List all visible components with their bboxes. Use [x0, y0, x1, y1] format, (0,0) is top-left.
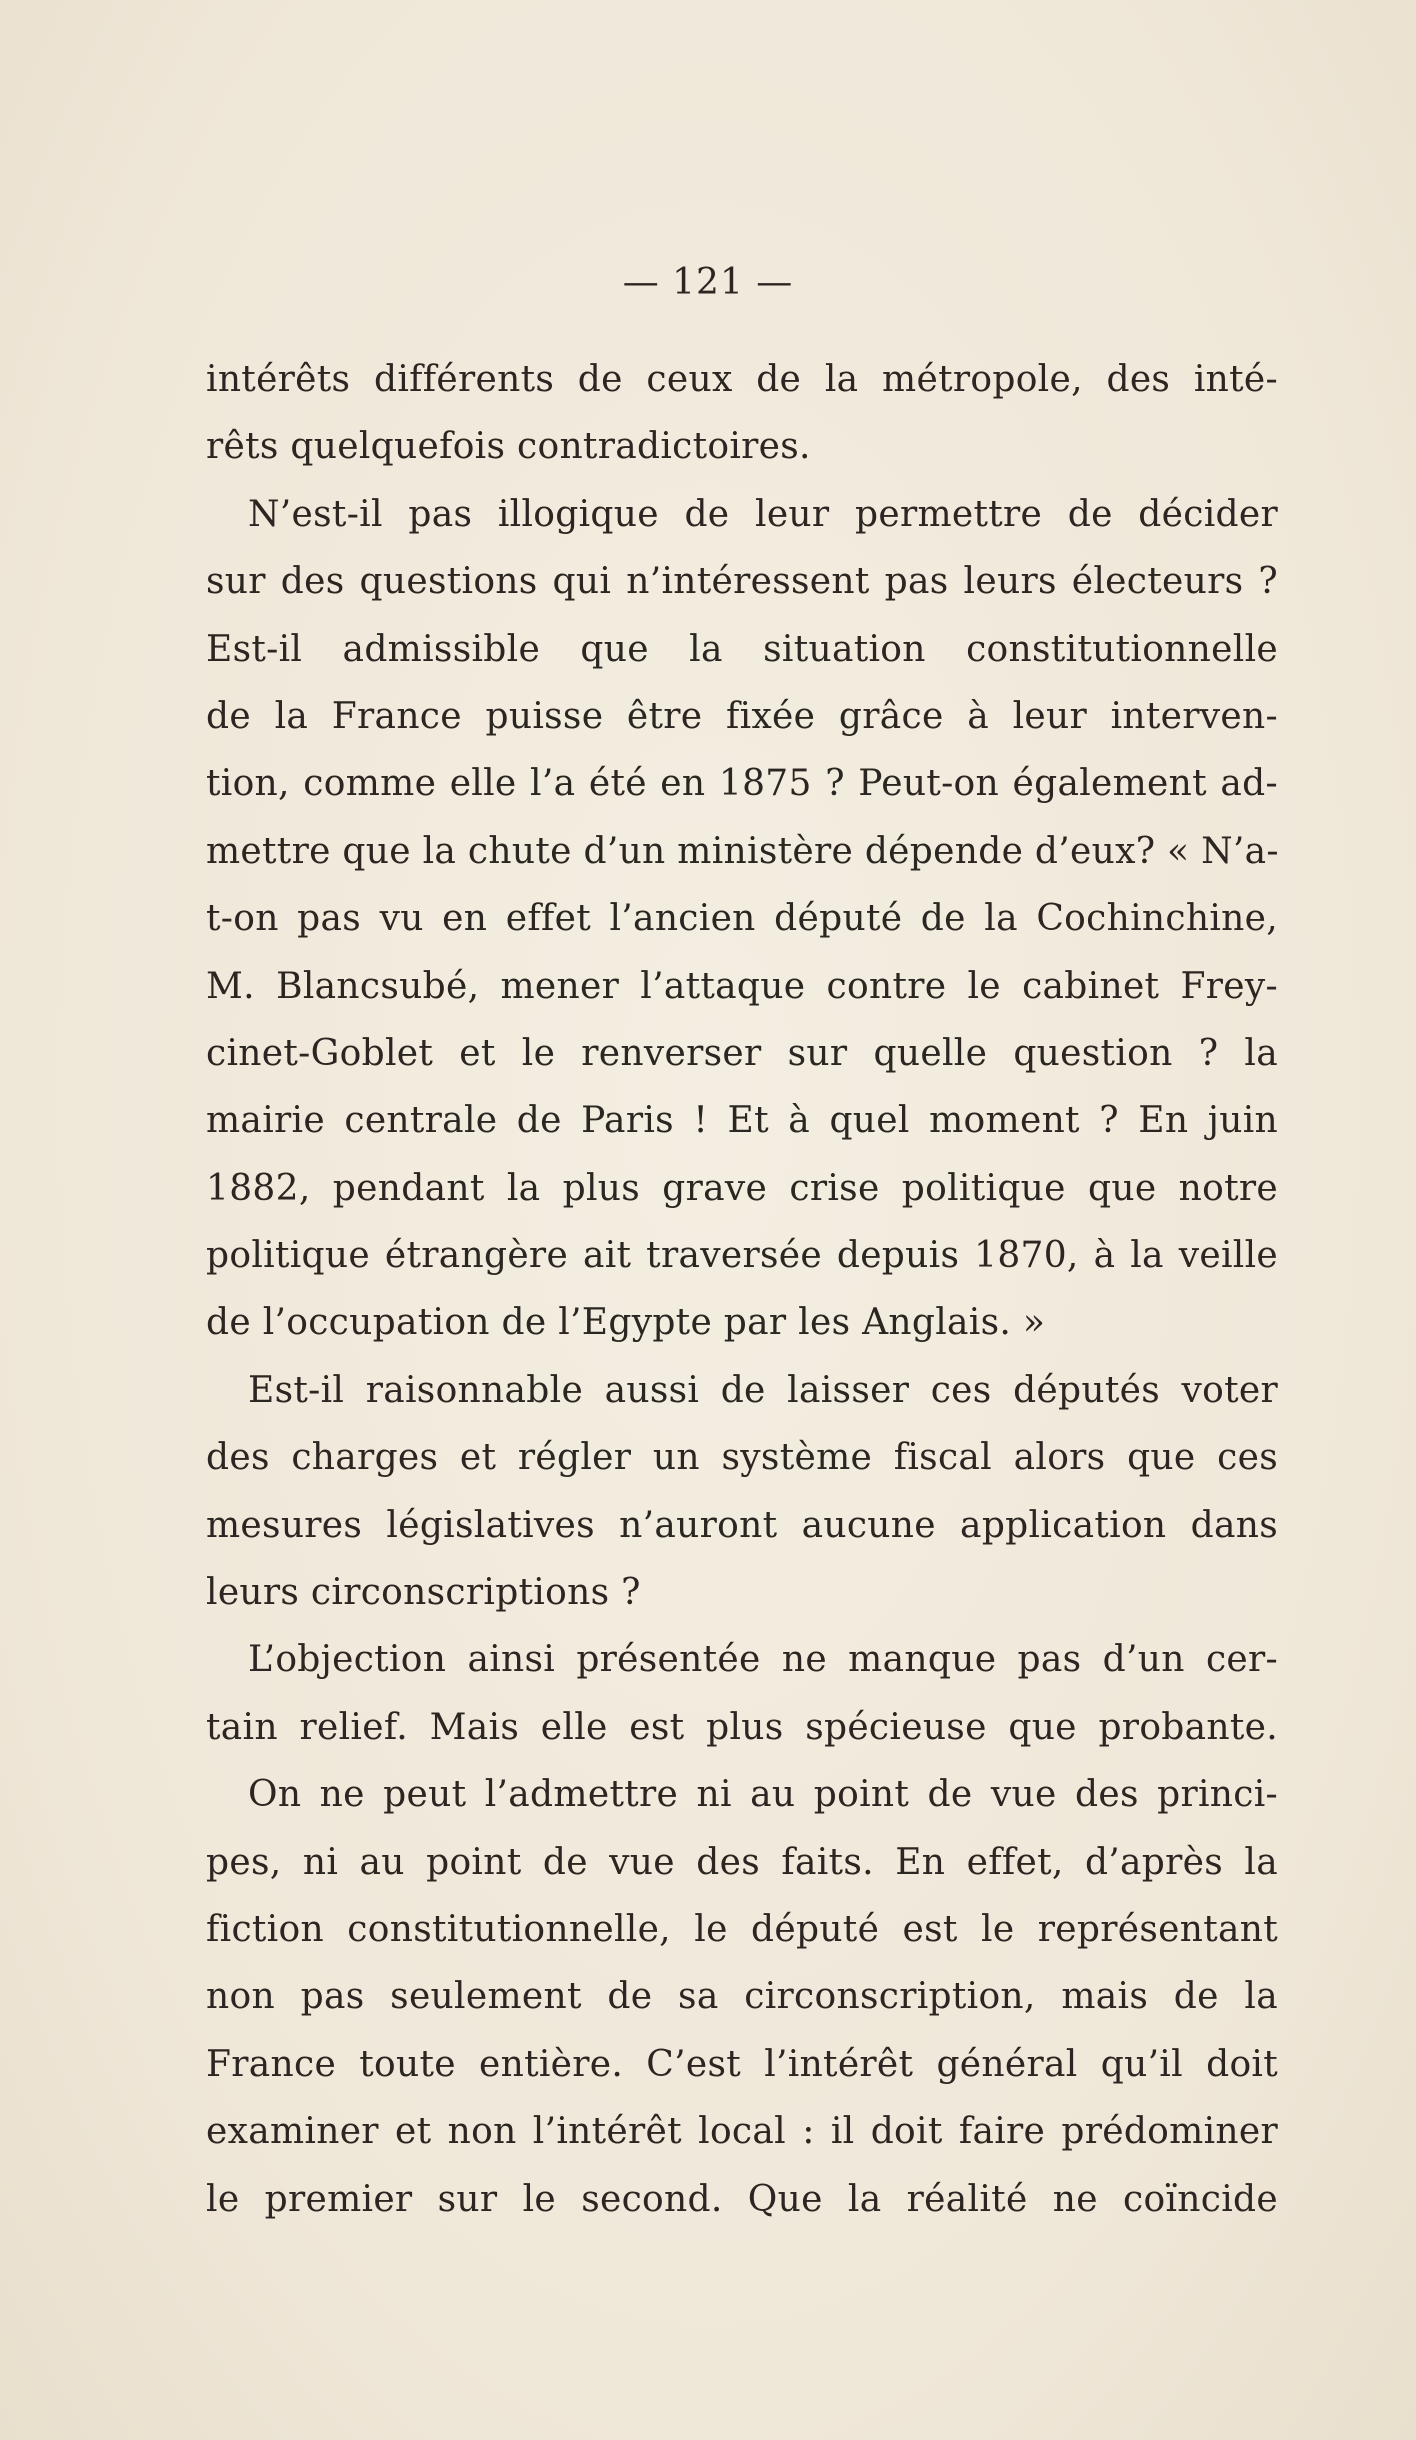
- text-line: tain relief. Mais elle est plus spécieuse que probante.: [206, 1706, 1278, 1748]
- text-line: 1882, pendant la plus grave crise politique que notre: [206, 1167, 1278, 1209]
- text-line: le premier sur le second. Que la réalité ne coïncide: [206, 2178, 1278, 2220]
- text-line: de la France puisse être fixée grâce à leur interven-: [206, 695, 1278, 737]
- text-line: France toute entière. C’est l’intérêt général qu’il doit: [206, 2043, 1278, 2085]
- text-line: fiction constitutionnelle, le député est le représentant: [206, 1908, 1278, 1950]
- text-line: mettre que la chute d’un ministère dépende d’eux? « N’a-: [206, 830, 1279, 872]
- text-line: politique étrangère ait traversée depuis 1870, à la veille: [206, 1235, 1278, 1277]
- text-line: mairie centrale de Paris ! Et à quel moment ? En juin: [206, 1100, 1278, 1142]
- text-line: t-on pas vu en effet l’ancien député de la Cochinchine,: [206, 898, 1278, 940]
- text-line: N’est-il pas illogique de leur permettre de décider: [248, 493, 1278, 535]
- text-line: rêts quelquefois contradictoires.: [206, 426, 811, 468]
- text-line: intérêts différents de ceux de la métropole, des inté-: [206, 359, 1278, 400]
- text-line: leurs circonscriptions ?: [206, 1572, 641, 1614]
- text-line: M. Blancsubé, mener l’attaque contre le cabinet Frey-: [206, 965, 1278, 1007]
- text-line: cinet-Goblet et le renverser sur quelle question ? la: [206, 1032, 1278, 1074]
- text-line: Est-il raisonnable aussi de laisser ces députés voter: [248, 1369, 1278, 1411]
- text-line: pes, ni au point de vue des faits. En effet, d’après la: [206, 1841, 1278, 1883]
- text-line: des charges et régler un système fiscal alors que ces: [206, 1437, 1278, 1479]
- text-line: tion, comme elle l’a été en 1875 ? Peut-on également ad-: [206, 763, 1278, 805]
- text-line: mesures législatives n’auront aucune application dans: [206, 1504, 1278, 1546]
- text-line: examiner et non l’intérêt local : il doit faire prédominer: [206, 2111, 1278, 2153]
- text-line: On ne peut l’admettre ni au point de vue des princi-: [248, 1774, 1278, 1816]
- text-line: de l’occupation de l’Egypte par les Anglais. »: [206, 1302, 1046, 1344]
- text-line: non pas seulement de sa circonscription, mais de la: [206, 1976, 1278, 2018]
- page-number: — 121 —: [622, 262, 794, 303]
- body-text: [206, 346, 1278, 2233]
- text-line: L’objection ainsi présentée ne manque pas d’un cer-: [248, 1639, 1278, 1681]
- text-line: sur des questions qui n’intéressent pas leurs électeurs ?: [206, 561, 1278, 603]
- text-line: Est-il admissible que la situation constitutionnelle: [206, 628, 1278, 670]
